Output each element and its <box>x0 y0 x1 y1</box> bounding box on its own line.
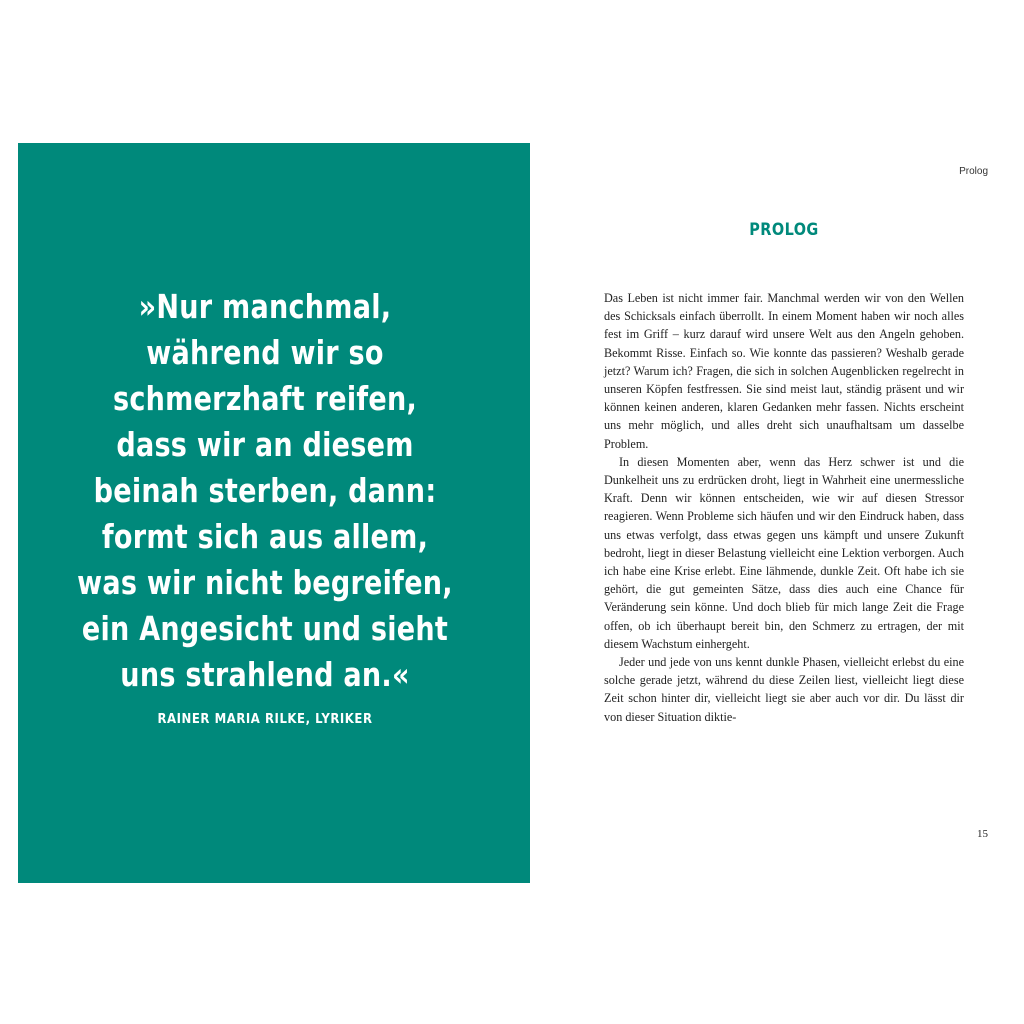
quote-line: während wir so <box>146 333 384 372</box>
page-number: 15 <box>977 828 988 840</box>
quote-line: was wir nicht begreifen, <box>77 563 453 602</box>
quote-line: schmerzhaft reifen, <box>112 379 418 418</box>
quote-attribution: RAINER MARIA RILKE, LYRIKER <box>157 712 373 727</box>
paragraph: In diesen Momenten aber, wenn das Herz schwer ist und die Dunkelheit uns zu erdrücken droht, liegt in Wahrheit eine unermessliche Kraft. Denn wir können entscheiden, wie wir auf diesen Stressor reagieren. Wenn Probleme sich häufen und wir den Eindruck haben, dass uns etwas verfolgt, dass etwas gegen uns kämpft und unsere Zukunft bedroht, liegt in dieser Belastung vielleicht eine Lektion verborgen. Auch ich habe eine Krise erlebt. Eine lähmende, dunkle Zeit. Oft habe ich sie gehört, die gut gemeinten Sätze, dass dies auch eine Chance für Veränderung sein könne. Und doch blieb für mich lange Zeit die Frage offen, ob ich überhaupt bereit bin, den Schmerz zu ertragen, der mit diesem Wachstum einhergeht. <box>604 454 964 651</box>
quote-line: ein Angesicht und sieht <box>81 609 449 648</box>
paragraph: Jeder und jede von uns kennt dunkle Phasen, vielleicht erlebst du eine solche gerade jetzt, während du diese Zeilen liest, vielleicht liegt diese Zeit schon hinter dir, vielleicht liegt sie aber auch vor dir. Du lässt dir von dieser Situation diktie- <box>604 655 964 724</box>
quote-line: beinah sterben, dann: <box>93 471 437 510</box>
paragraph: Das Leben ist nicht immer fair. Manchmal werden wir von den Wellen des Schicksals einfach überrollt. In einem Moment haben wir noch alles fest im Griff – kurz darauf wird unsere Welt aus den Angeln gehoben. Bekommt Risse. Einfach so. Wie konnte das passieren? Weshalb gerade jetzt? Warum ich? Fragen, die sich in solchen Augenblicken regelrecht in unseren Köpfen festfressen. Sie sind meist laut, ständig präsent und wir können keinen anderen, klaren Gedanken mehr fassen. Nichts erscheint uns mehr möglich, und alles dreht sich unaufhaltsam um dasselbe Problem. <box>604 291 964 451</box>
quote-line: dass wir an diesem <box>116 425 414 464</box>
running-header: Prolog <box>959 166 988 177</box>
quote-line: uns strahlend an.« <box>120 655 410 694</box>
chapter-title: PROLOG <box>749 220 819 240</box>
body-text <box>604 289 964 726</box>
epigraph-quote <box>48 284 483 698</box>
quote-line: »Nur manchmal, <box>138 287 392 326</box>
quote-line: formt sich aus allem, <box>101 517 429 556</box>
